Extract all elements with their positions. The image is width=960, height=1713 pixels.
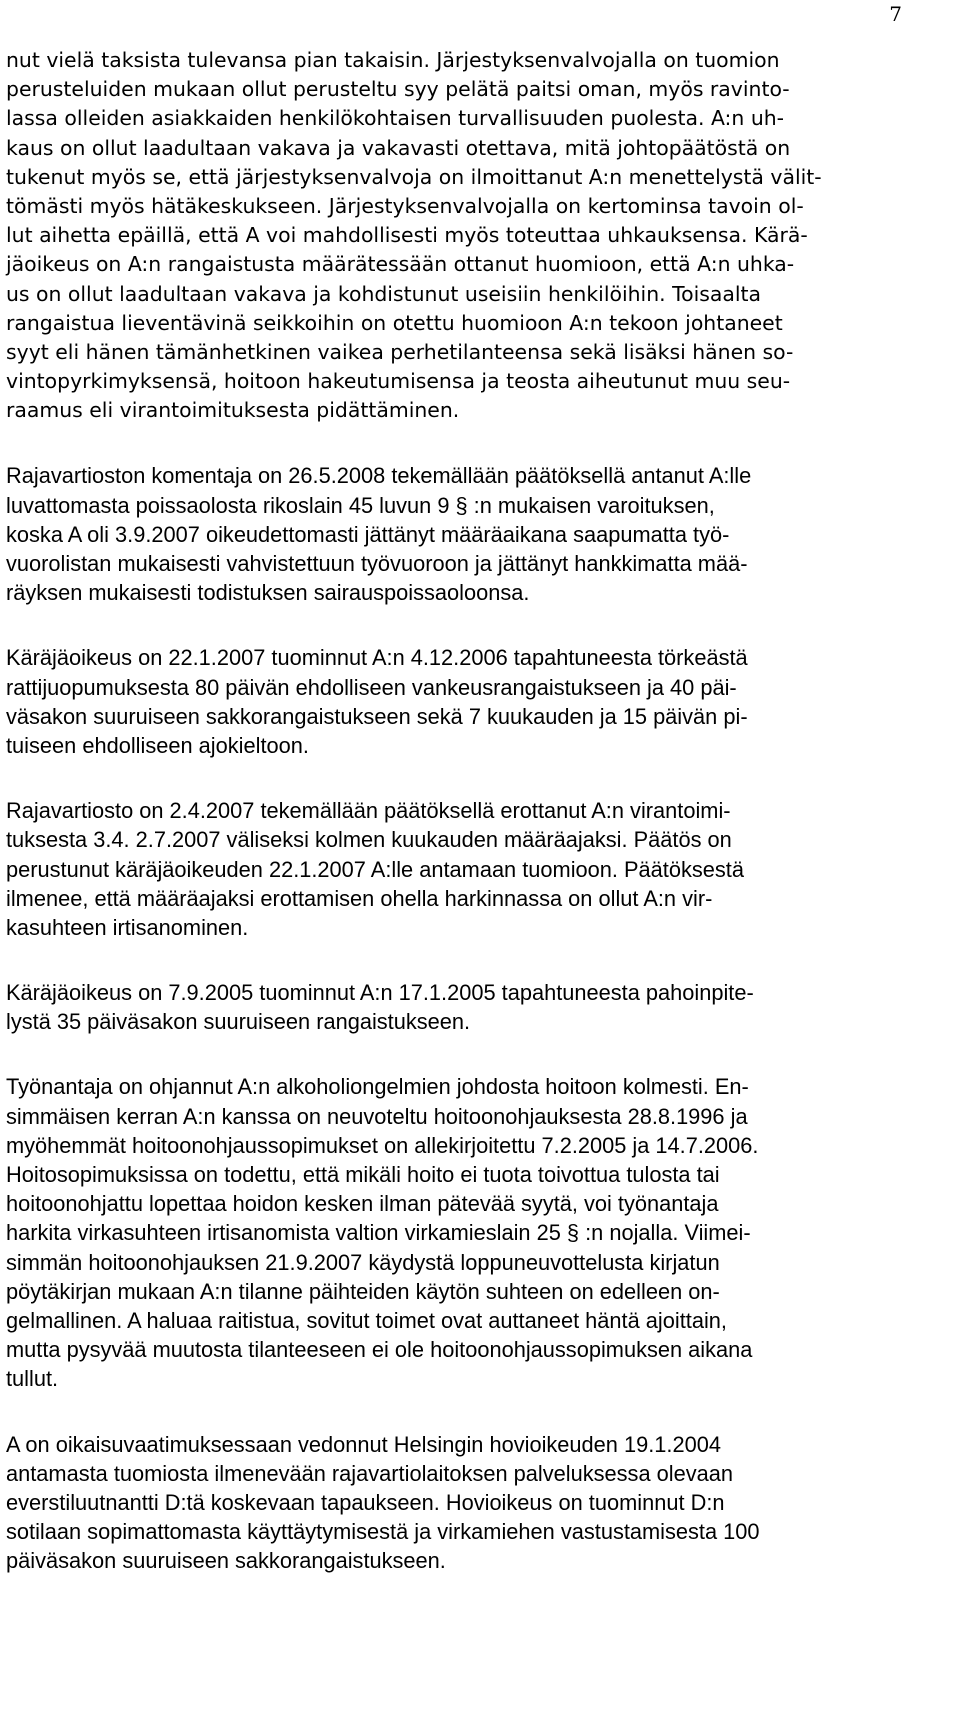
text-line: tukenut myös se, että järjestyksenvalvoja on ilmoittanut A:n menettelystä välit-	[6, 164, 822, 189]
text-line: vuorolistan mukaisesti vahvistettuun työvuoroon ja jättänyt hankkimatta mää-	[6, 551, 748, 576]
text-line: luvattomasta poissaolosta rikoslain 45 luvun 9 § :n mukaisen varoituksen,	[6, 492, 715, 518]
text-line: väsakon suuruiseen sakkorangaistukseen sekä 7 kuukauden ja 15 päivän pi-	[6, 703, 748, 729]
text-line: vintopyrkimyksensä, hoitoon hakeutumisensa ja teosta aiheutunut muu seu-	[6, 369, 791, 394]
text-line: perustunut käräjäoikeuden 22.1.2007 A:lle antamaan tuomioon. Päätöksestä	[6, 856, 744, 882]
text-line: tullut.	[6, 1366, 59, 1392]
paragraph-assault-sentence	[6, 978, 904, 1036]
text-line: tömästi myös hätäkeskukseen. Järjestyksenvalvojalla on kertominsa tavoin ol-	[6, 193, 804, 218]
text-line: jäoikeus on A:n rangaistusta määrätessään ottanut huomioon, että A:n uhka-	[6, 252, 795, 277]
paragraph-judgment-reasoning	[6, 46, 904, 425]
text-line: us on ollut laadultaan vakava ja kohdistunut useisiin henkilöihin. Toisaalta	[6, 281, 761, 306]
paragraph-drunk-driving-sentence	[6, 643, 904, 760]
text-line: syyt eli hänen tämänhetkinen vaikea perhetilanteensa sekä lisäksi hänen so-	[6, 339, 794, 364]
text-line: Käräjäoikeus on 22.1.2007 tuominnut A:n 4.12.2006 tapahtuneesta törkeästä	[6, 645, 748, 671]
text-line: mutta pysyvää muutosta tilanteeseen ei ole hoitoonohjaussopimuksen aikana	[6, 1337, 753, 1363]
paragraph-warning-decision	[6, 461, 904, 607]
text-line: raamus eli virantoimituksesta pidättäminen.	[6, 398, 460, 423]
text-line: kasuhteen irtisanominen.	[6, 914, 249, 940]
text-line: A on oikaisuvaatimuksessaan vedonnut Helsingin hovioikeuden 19.1.2004	[6, 1431, 721, 1457]
text-line: päiväsakon suuruiseen sakkorangaistukseen.	[6, 1548, 446, 1574]
text-line: antamasta tuomiosta ilmenevään rajavartiolaitoksen palveluksessa olevaan	[6, 1460, 733, 1486]
paragraph-treatment-referrals	[6, 1072, 904, 1393]
text-line: harkita virkasuhteen irtisanomista valtion virkamieslain 25 § :n nojalla. Viimei-	[6, 1220, 751, 1246]
page-number: 7	[889, 2, 902, 26]
text-line: tuiseen ehdolliseen ajokieltoon.	[6, 732, 309, 758]
text-line: hoitoonohjattu lopettaa hoidon kesken ilman pätevää syytä, voi työnantaja	[6, 1191, 719, 1217]
text-line: simmäisen kerran A:n kanssa on neuvoteltu hoitoonohjauksesta 28.8.1996 ja	[6, 1103, 748, 1129]
text-line: räyksen mukaisesti todistuksen sairauspoissaoloonsa.	[6, 580, 530, 606]
text-line: Hoitosopimuksissa on todettu, että mikäli hoito ei tuota toivottua tulosta tai	[6, 1162, 720, 1187]
text-line: sotilaan sopimattomasta käyttäytymisestä ja virkamiehen vastustamisesta 100	[6, 1519, 760, 1545]
text-line: gelmallinen. A haluaa raitistua, sovitut toimet ovat auttaneet häntä ajoittain,	[6, 1307, 727, 1333]
text-line: rangaistua lieventävinä seikkoihin on otettu huomioon A:n tekoon johtaneet	[6, 310, 783, 335]
text-line: lassa olleiden asiakkaiden henkilökohtaisen turvallisuuden puolesta. A:n uh-	[6, 106, 785, 131]
paragraph-appeal-reference	[6, 1430, 904, 1576]
text-line: Rajavartioston komentaja on 26.5.2008 tekemällään päätöksellä antanut A:lle	[6, 463, 752, 489]
text-line: lystä 35 päiväsakon suuruiseen rangaistukseen.	[6, 1009, 471, 1035]
text-line: myöhemmät hoitoonohjaussopimukset on allekirjoitettu 7.2.2005 ja 14.7.2006.	[6, 1132, 759, 1158]
text-line: ilmenee, että määräajaksi erottamisen ohella harkinnassa on ollut A:n vir-	[6, 885, 713, 911]
paragraph-suspension-decision	[6, 796, 904, 942]
text-line: koska A oli 3.9.2007 oikeudettomasti jättänyt määräaikana saapumatta työ-	[6, 521, 730, 547]
text-line: lut aihetta epäillä, että A voi mahdollisesti myös toteuttaa uhkauksensa. Kärä-	[6, 223, 808, 248]
text-line: Käräjäoikeus on 7.9.2005 tuominnut A:n 17.1.2005 tapahtuneesta pahoinpite-	[6, 980, 754, 1006]
text-line: Rajavartiosto on 2.4.2007 tekemällään päätöksellä erottanut A:n virantoimi-	[6, 798, 731, 824]
text-line: kaus on ollut laadultaan vakava ja vakavasti otettava, mitä johtopäätöstä on	[6, 135, 791, 160]
text-line: Työnantaja on ohjannut A:n alkoholiongelmien johdosta hoitoon kolmesti. En-	[6, 1074, 749, 1100]
text-line: nut vielä taksista tulevansa pian takaisin. Järjestyksenvalvojalla on tuomion	[6, 48, 780, 72]
text-line: tuksesta 3.4. 2.7.2007 väliseksi kolmen kuukauden määräajaksi. Päätös on	[6, 827, 732, 853]
text-line: everstiluutnantti D:tä koskevaan tapaukseen. Hovioikeus on tuominnut D:n	[6, 1489, 725, 1515]
text-line: pöytäkirjan mukaan A:n tilanne päihteiden käytön suhteen on edelleen on-	[6, 1278, 720, 1304]
text-line: perusteluiden mukaan ollut perusteltu syy pelätä paitsi oman, myös ravinto-	[6, 77, 790, 102]
text-line: simmän hoitoonohjauksen 21.9.2007 käydystä loppuneuvottelusta kirjatun	[6, 1249, 720, 1275]
text-line: rattijuopumuksesta 80 päivän ehdolliseen vankeusrangaistukseen ja 40 päi-	[6, 674, 737, 700]
